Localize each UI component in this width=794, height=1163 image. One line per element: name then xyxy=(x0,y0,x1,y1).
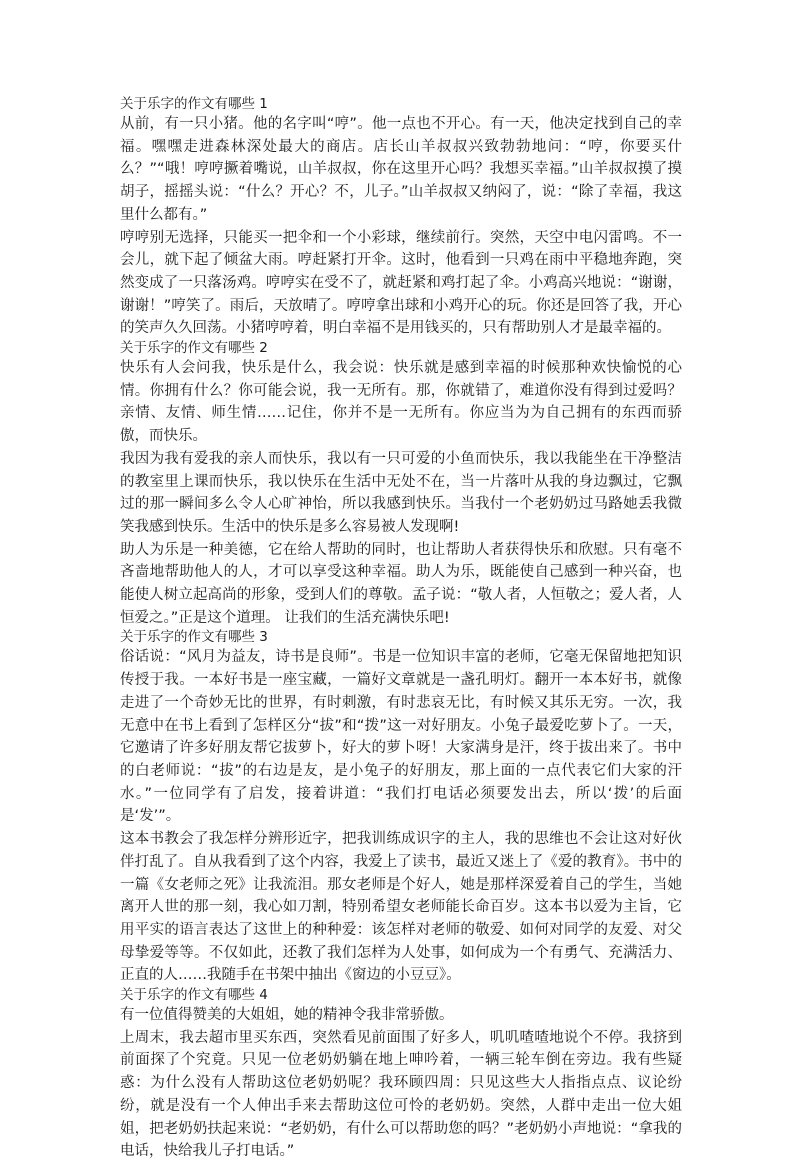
paragraph: 从前，有一只小猪。他的名字叫“哼”。他一点也不开心。有一天，他决定找到自己的幸福。嘿嘿走进森林深处最大的商店。店长山羊叔叔兴致勃勃地问：“哼，你要买什么？”“哦！哼哼撅着嘴说，山羊叔叔，你在这里开心吗？我想买幸福。”山羊叔叔摸了摸胡子，摇摇头说：“什么？开心？不，儿子。”山羊叔叔又纳闷了，说：“除了幸福，我这里什么都有。” xyxy=(120,116,682,223)
section-heading: 关于乐字的作文有哪些 2 xyxy=(120,340,268,357)
document-body xyxy=(120,96,682,1163)
paragraph: 哼哼别无选择，只能买一把伞和一个小彩球，继续前行。突然，天空中电闪雷鸣。不一会儿，就下起了倾盆大雨。哼赶紧打开伞。这时，他看到一只鸡在雨中平稳地奔跑，突然变成了一只落汤鸡。哼哼实在受不了，就赶紧和鸡打起了伞。小鸡高兴地说：“谢谢，谢谢！”哼笑了。雨后，天放晴了。哼哼拿出球和小鸡开心的玩。你还是回答了我，开心的笑声久久回荡。小猪哼哼着，明白幸福不是用钱买的，只有帮助别人才是最幸福的。 xyxy=(120,229,682,337)
essay-section-2 xyxy=(120,340,682,629)
paragraph: 俗话说：“风月为益友，诗书是良师”。书是一位知识丰富的老师，它毫无保留地把知识传授于我。一本好书是一座宝藏，一篇好文章就是一盏孔明灯。翻开一本本好书，就像走进了一个奇妙无比的世界，有时刺激，有时悲哀无比，有时候又其乐无穷。一次，我无意中在书上看到了怎样区分“拔”和“拨”这一对好朋友。小兔子最爱吃萝卜了。一天，它邀请了许多好朋友帮它拔萝卜，好大的萝卜呀！大家满身是汗，终于拔出来了。书中的白老师说：“拔”的右边是友，是小兔子的好朋友，那上面的一点代表它们大家的汗水。”一位同学有了启发，接着讲道：“我们打电话必须要发出去，所以‘拨’的后面是‘发’”。 xyxy=(120,649,682,825)
section-heading: 关于乐字的作文有哪些 3 xyxy=(120,629,268,646)
section-heading: 关于乐字的作文有哪些 1 xyxy=(120,96,268,112)
paragraph: 我因为我有爱我的亲人而快乐，我以有一只可爱的小鱼而快乐，我以我能坐在干净整洁的教室里上课而快乐，我以快乐在生活中无处不在，当一片落叶从我的身边飘过，它飘过的那一瞬间多么令人心旷神怡，所以我感到快乐。当我付一个老奶奶过马路她丢我微笑我感到快乐。生活中的快乐是多么容易被人发现啊! xyxy=(120,450,682,535)
essay-section-3 xyxy=(120,629,682,987)
paragraph: 助人为乐是一种美德，它在给人帮助的同时，也让帮助人者获得快乐和欣慰。只有毫不吝啬地帮助他人的人，才可以享受这种幸福。助人为乐，既能使自己感到一种兴奋，也能使人树立起高尚的形象，受到人们的尊敬。孟子说：“敬人者，人恒敬之；爱人者，人恒爱之。”正是这个道理。 让我们的生活充满快乐吧! xyxy=(120,541,682,626)
essay-section-4 xyxy=(120,987,682,1163)
paragraph: 上周末，我去超市里买东西，突然看见前面围了好多人，叽叽喳喳地说个不停。我挤到前面探了个究竟。只见一位老奶奶躺在地上呻吟着，一辆三轮车倒在旁边。我有些疑惑：为什么没有人帮助这位老奶奶呢？我环顾四周：只见这些大人指指点点、议论纷纷，就是没有一个人伸出手来去帮助这位可怜的老奶奶。突然，人群中走出一位大姐姐，把老奶奶扶起来说：“老奶奶，有什么可以帮助您的吗？”老奶奶小声地说：“拿我的电话，快给我儿子打电话。” xyxy=(120,1029,682,1160)
paragraph: 快乐有人会问我，快乐是什么，我会说：快乐就是感到幸福的时候那种欢快愉悦的心情。你拥有什么？你可能会说，我一无所有。那，你就错了，难道你没有得到过爱吗？亲情、友情、师生情……记住，你并不是一无所有。你应当为为自己拥有的东西而骄傲，而快乐。 xyxy=(120,360,682,445)
section-heading: 关于乐字的作文有哪些 4 xyxy=(120,987,268,1004)
paragraph: 这本书教会了我怎样分辨形近字，把我训练成识字的主人，我的思维也不会让这对好伙伴打乱了。自从我看到了这个内容，我爱上了读书，最近又迷上了《爱的教育》。书中的一篇《女老师之死》让我流泪。那女老师是个好人，她是那样深爱着自己的学生，当她离开人世的那一刻，我心如刀割，特别希望女老师能长命百岁。这本书以爱为主旨，它用平实的语言表达了这世上的种种爱：该怎样对老师的敬爱、如何对同学的友爱、对父母挚爱等等。不仅如此，还教了我们怎样为人处事，如何成为一个有勇气、充满活力、正直的人……我随手在书架中抽出《窗边的小豆豆》。 xyxy=(120,831,682,984)
paragraph: 有一位值得赞美的大姐姐，她的精神令我非常骄傲。 xyxy=(120,1007,454,1024)
essay-section-1 xyxy=(120,96,682,340)
